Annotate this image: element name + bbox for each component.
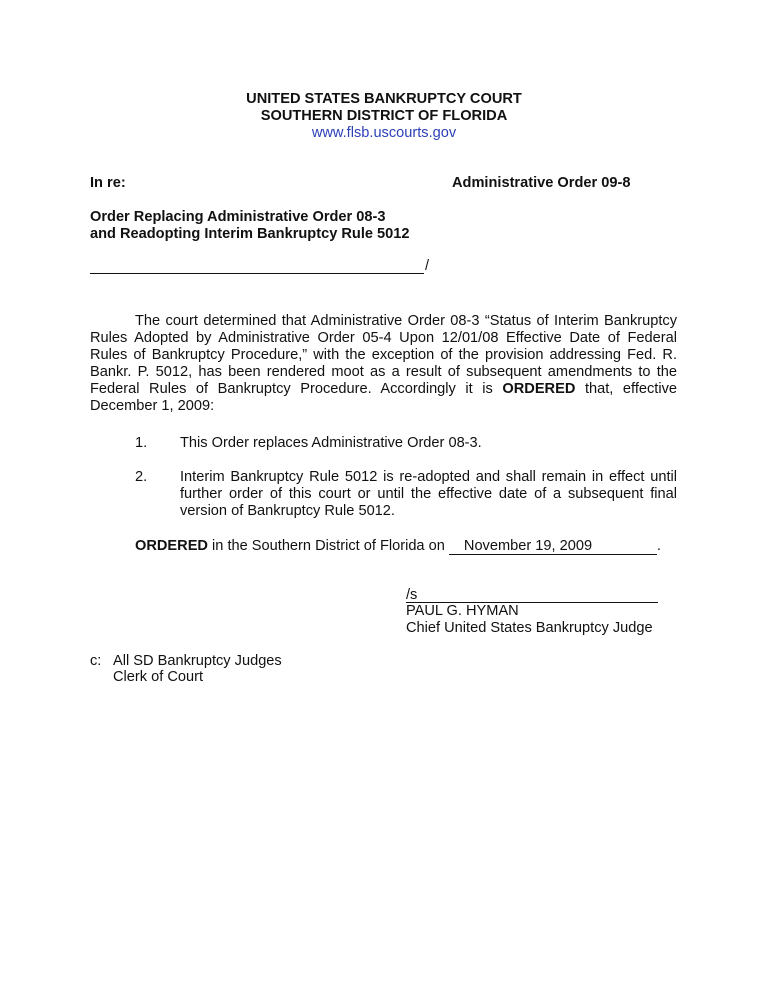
court-name: UNITED STATES BANKRUPTCY COURT bbox=[246, 91, 522, 107]
body-paragraph bbox=[90, 313, 677, 415]
body-paragraph-tail: that, effective December 1, 2009: bbox=[90, 381, 677, 414]
signer-name: PAUL G. HYMAN bbox=[406, 603, 519, 619]
signature-line bbox=[406, 587, 658, 603]
cc-recipient-2: Clerk of Court bbox=[113, 669, 204, 685]
signer-title: Chief United States Bankruptcy Judge bbox=[406, 620, 653, 636]
ordered-end: . bbox=[656, 538, 661, 554]
body-paragraph-text: The court determined that Administrative Order 08-3 “Status of Interim Bankruptcy Rules Adopted by Administrative Order 05-4 Upon 12/01/08 Effective Date of Federal Rules of Bankruptcy Procedure,” with the exception of the provision addressing Fed. R. Bankr. P. 5012, has been rendered moot as a result of subsequent amendments to the Federal Rules of Bankruptcy Procedure. Accordingly it is bbox=[90, 313, 677, 397]
ordered-word: ORDERED bbox=[135, 538, 208, 554]
list-item-number: 1. bbox=[135, 435, 148, 451]
order-title-line1: Order Replacing Administrative Order 08-3 bbox=[90, 209, 386, 225]
list-item-text: Interim Bankruptcy Rule 5012 is re-adopted and shall remain in effect until further order of this court or until the effective date of a subsequent final version of Bankruptcy Rule 5012. bbox=[180, 469, 677, 519]
signature-mark: /s bbox=[406, 587, 418, 603]
list-item-text: This Order replaces Administrative Order 08-3. bbox=[180, 435, 482, 451]
order-number: Administrative Order 09-8 bbox=[452, 175, 631, 191]
order-title-line2: and Readopting Interim Bankruptcy Rule 5012 bbox=[90, 226, 410, 242]
ordered-line bbox=[135, 538, 661, 555]
list-item-number: 2. bbox=[135, 469, 148, 485]
list-item bbox=[135, 435, 677, 452]
district-name: SOUTHERN DISTRICT OF FLORIDA bbox=[260, 108, 508, 124]
ordered-date: November 19, 2009 bbox=[449, 539, 657, 555]
in-re-label: In re: bbox=[90, 175, 126, 191]
caption-rule bbox=[90, 258, 424, 274]
court-website-link[interactable]: www.flsb.uscourts.gov bbox=[311, 125, 457, 141]
list-item bbox=[135, 469, 677, 520]
caption-slash: / bbox=[425, 258, 430, 274]
body-ordered-word: ORDERED bbox=[502, 381, 576, 397]
cc-recipient-1: All SD Bankruptcy Judges bbox=[113, 653, 282, 669]
ordered-text: in the Southern District of Florida on bbox=[207, 538, 449, 554]
cc-prefix: c: bbox=[90, 653, 102, 669]
